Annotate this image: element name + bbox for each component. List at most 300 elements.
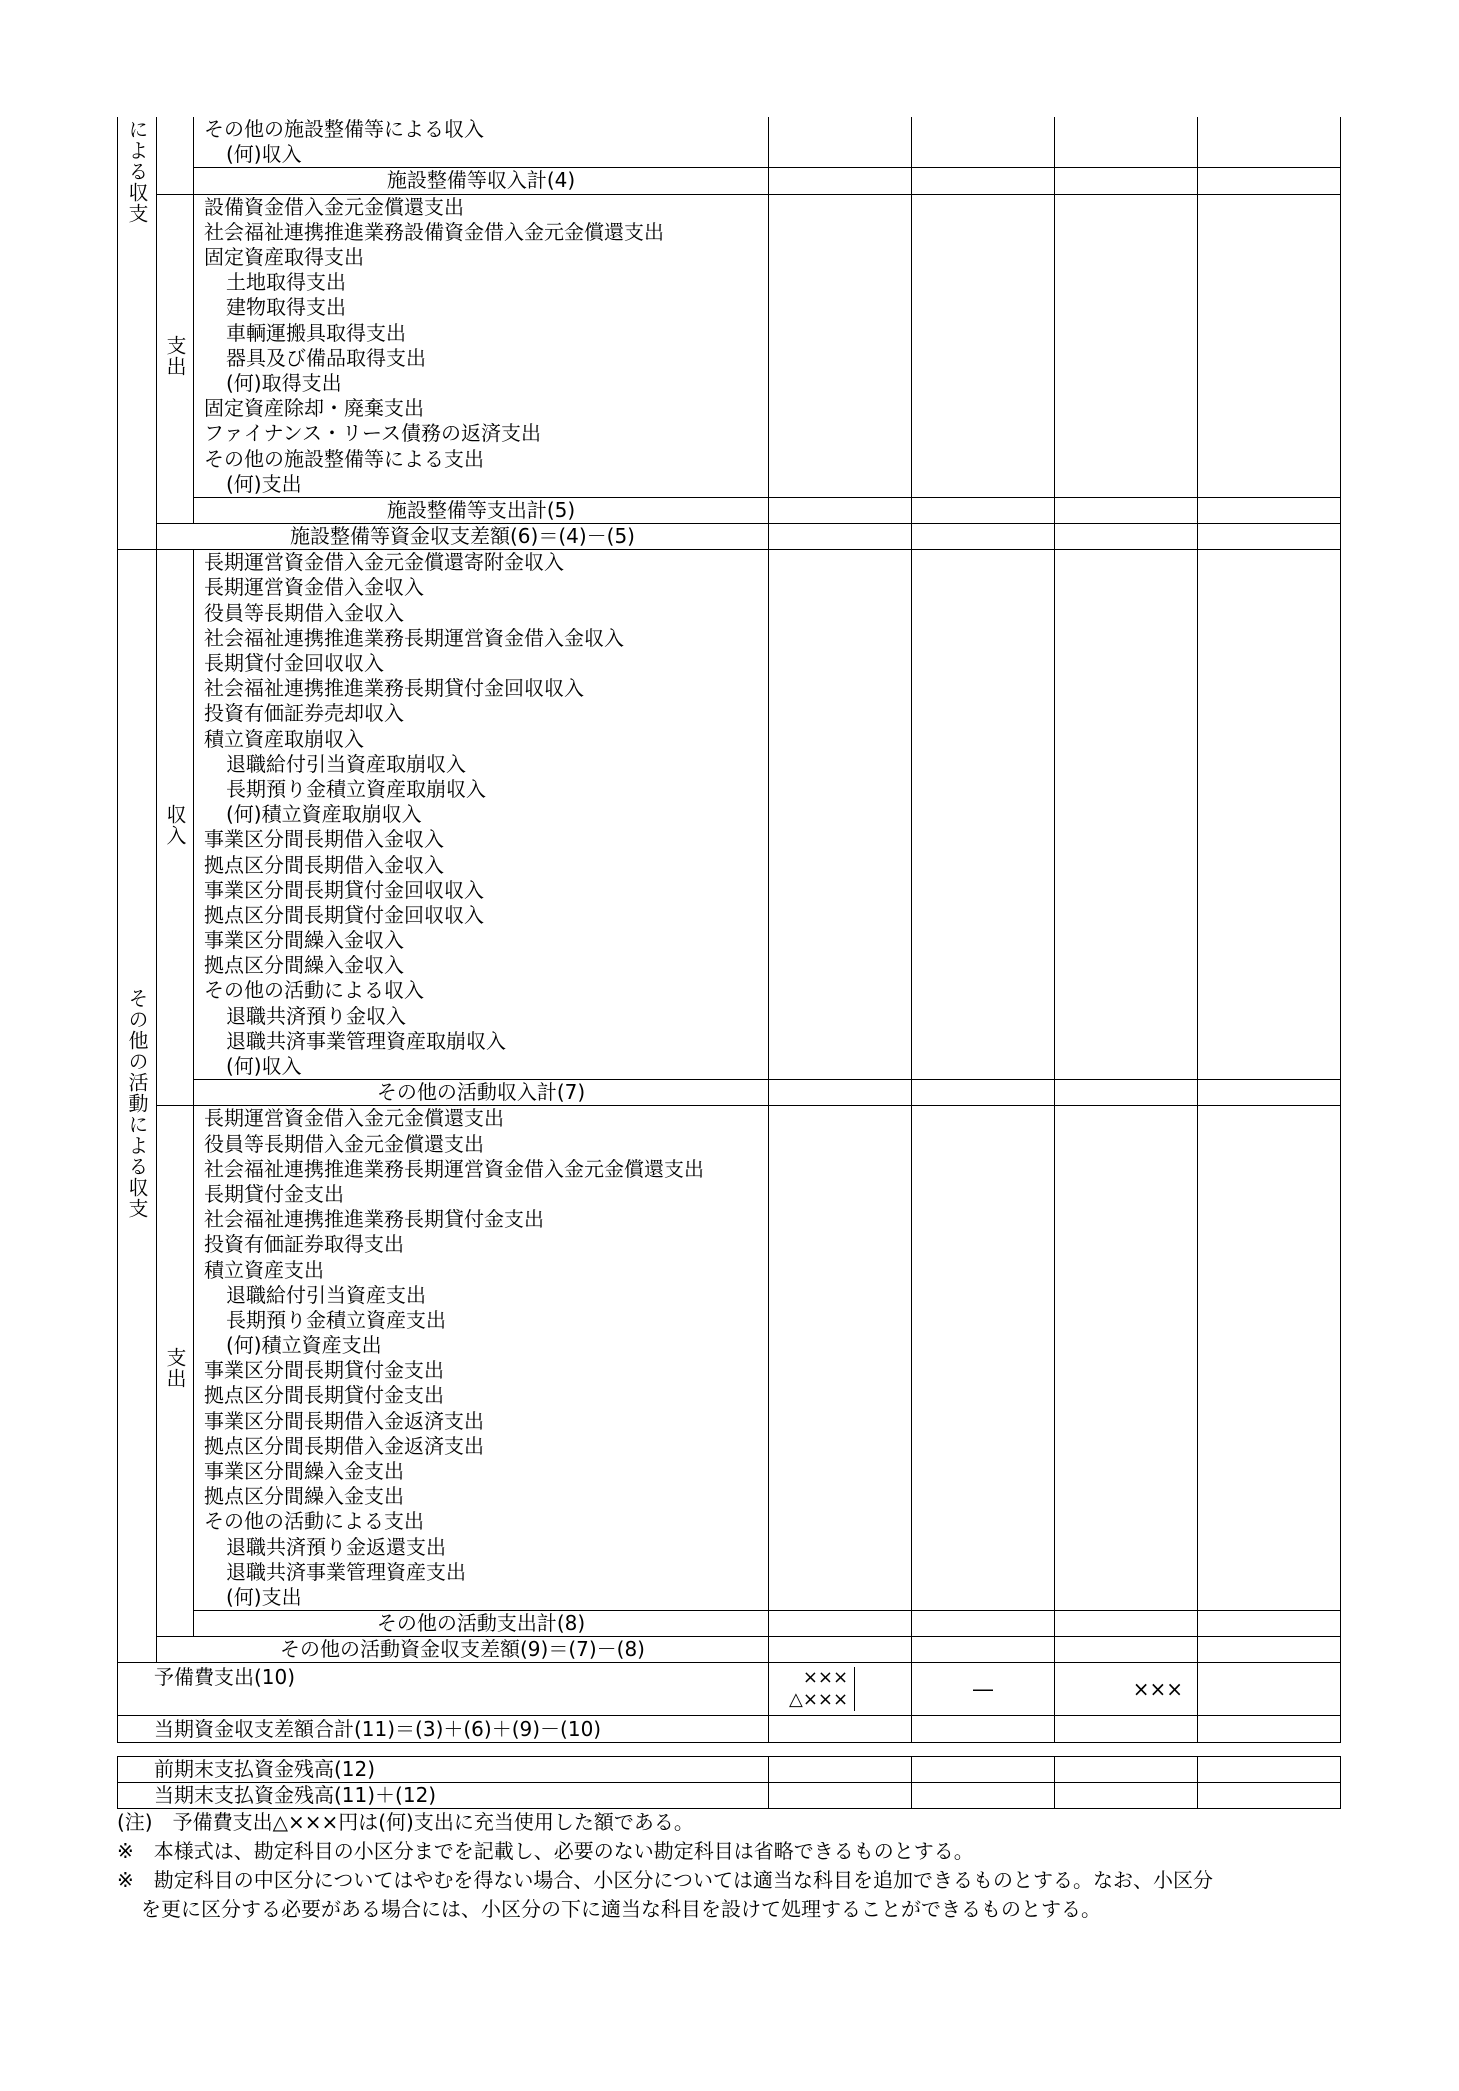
value-cell [1055, 1308, 1198, 1333]
notes [117, 1808, 1357, 1924]
value-cell [1198, 1106, 1341, 1132]
table-row [118, 472, 1341, 498]
value-cell [912, 1716, 1055, 1742]
account-item: その他の施設整備等による支出 [194, 446, 769, 471]
cash-flow-statement-table [117, 117, 1341, 1743]
value-cell [769, 727, 912, 752]
value-cell [1198, 472, 1341, 498]
account-item: 退職共済預り金返還支出 [194, 1535, 769, 1560]
value-cell [1055, 396, 1198, 421]
table-row [118, 777, 1341, 802]
value-cell [1198, 1560, 1341, 1585]
value-cell [1055, 168, 1198, 194]
value-cell [769, 777, 912, 802]
value-cell [912, 1757, 1055, 1783]
value-cell [769, 1308, 912, 1333]
value-cell [912, 1434, 1055, 1459]
account-item: 退職共済事業管理資産支出 [194, 1560, 769, 1585]
account-item: 退職共済事業管理資産取崩収入 [194, 1029, 769, 1054]
account-item: ファイナンス・リース債務の返済支出 [194, 421, 769, 446]
value-cell [1198, 1257, 1341, 1282]
value-cell [769, 472, 912, 498]
account-item: 事業区分間繰入金収入 [194, 928, 769, 953]
value-cell [912, 220, 1055, 245]
value-cell [1198, 903, 1341, 928]
value-cell [1198, 346, 1341, 371]
value-cell [912, 1383, 1055, 1408]
reserve-budget: ××× [802, 1667, 849, 1689]
account-item: 事業区分間長期借入金返済支出 [194, 1409, 769, 1434]
value-cell [1198, 220, 1341, 245]
value-cell [912, 524, 1055, 550]
value-cell [912, 903, 1055, 928]
value-cell [769, 1080, 912, 1106]
value-cell [769, 1029, 912, 1054]
table-row [118, 321, 1341, 346]
income-total-label: その他の活動収入計(7) [194, 1080, 769, 1106]
current-total-label: 当期資金収支差額合計(11)＝(3)＋(6)＋(9)－(10) [118, 1716, 769, 1742]
value-cell [912, 168, 1055, 194]
value-cell [912, 396, 1055, 421]
account-item: 退職共済預り金収入 [194, 1004, 769, 1029]
value-cell [1198, 928, 1341, 953]
value-cell [1198, 1611, 1341, 1637]
table-row [118, 903, 1341, 928]
value-cell [912, 421, 1055, 446]
table-row [118, 1484, 1341, 1509]
value-cell [1198, 1484, 1341, 1509]
value-cell [1055, 928, 1198, 953]
value-cell [1055, 142, 1198, 168]
value-cell [1055, 346, 1198, 371]
value-cell [1055, 827, 1198, 852]
account-item: 拠点区分間長期借入金収入 [194, 852, 769, 877]
value-cell [912, 752, 1055, 777]
value-cell [912, 1004, 1055, 1029]
value-cell [1198, 827, 1341, 852]
value-cell [769, 701, 912, 726]
value-cell [912, 1535, 1055, 1560]
difference-label: 施設整備等資金収支差額(6)＝(4)－(5) [157, 524, 769, 550]
value-cell [1198, 1232, 1341, 1257]
value-cell [1055, 752, 1198, 777]
table-row [118, 446, 1341, 471]
value-cell [769, 827, 912, 852]
table-row [118, 978, 1341, 1003]
value-cell [769, 575, 912, 600]
account-item: 事業区分間繰入金支出 [194, 1459, 769, 1484]
value-cell [912, 601, 1055, 626]
account-item: 長期預り金積立資産支出 [194, 1308, 769, 1333]
value-cell [912, 1459, 1055, 1484]
account-item: 固定資産除却・廃棄支出 [194, 396, 769, 421]
value-cell [1055, 1257, 1198, 1282]
table-row [118, 651, 1341, 676]
value-cell [1055, 1560, 1198, 1585]
value-cell [912, 1157, 1055, 1182]
value-cell [1198, 295, 1341, 320]
value-cell [912, 1054, 1055, 1080]
value-cell [1198, 601, 1341, 626]
value-cell [1055, 1585, 1198, 1611]
value-cell [769, 1132, 912, 1157]
value-cell [912, 1257, 1055, 1282]
value-cell [1198, 321, 1341, 346]
value-cell [1198, 1663, 1341, 1716]
income-label: 収入 [163, 803, 187, 846]
account-item: (何)支出 [194, 472, 769, 498]
account-item: 長期運営資金借入金収入 [194, 575, 769, 600]
value-cell [912, 1783, 1055, 1809]
current-total-row [118, 1716, 1341, 1742]
table-row [118, 1283, 1341, 1308]
value-cell [1055, 117, 1198, 142]
value-cell [769, 371, 912, 396]
value-cell [769, 878, 912, 903]
table-row [118, 802, 1341, 827]
value-cell [1198, 142, 1341, 168]
value-cell [1055, 295, 1198, 320]
value-cell [1055, 220, 1198, 245]
value-cell [1198, 1716, 1341, 1742]
value-cell [1198, 575, 1341, 600]
table-row [118, 953, 1341, 978]
value-cell [1055, 651, 1198, 676]
balance-label: 当期末支払資金残高(11)＋(12) [118, 1783, 769, 1809]
account-item: 拠点区分間長期借入金返済支出 [194, 1434, 769, 1459]
value-cell [1198, 194, 1341, 220]
table-row [118, 220, 1341, 245]
value-cell [912, 626, 1055, 651]
section-label-cell [118, 550, 157, 1663]
note-reserve: (注) 予備費支出△×××円は(何)支出に充当使用した額である。 [117, 1810, 694, 1834]
table-row [118, 1535, 1341, 1560]
value-cell [912, 928, 1055, 953]
value-cell [1055, 1358, 1198, 1383]
value-cell [769, 295, 912, 320]
value-cell [912, 1182, 1055, 1207]
table-row [118, 1054, 1341, 1080]
value-cell [912, 1207, 1055, 1232]
value-cell [1055, 1157, 1198, 1182]
value-cell [769, 651, 912, 676]
value-cell [769, 245, 912, 270]
value-cell [1055, 270, 1198, 295]
table-row [118, 727, 1341, 752]
value-cell [1198, 676, 1341, 701]
account-item: 役員等長期借入金元金償還支出 [194, 1132, 769, 1157]
reserve-budget-bracket [789, 1667, 855, 1711]
value-cell [769, 1333, 912, 1358]
value-cell [769, 524, 912, 550]
note-format: ※ 本様式は、勘定科目の小区分までを記載し、必要のない勘定科目は省略できるものとする。 [117, 1839, 974, 1863]
value-cell [769, 1637, 912, 1663]
table-row [118, 117, 1341, 142]
value-cell [769, 1157, 912, 1182]
table-row [118, 878, 1341, 903]
value-cell [912, 295, 1055, 320]
account-item: 長期貸付金支出 [194, 1182, 769, 1207]
account-item: 拠点区分間繰入金収入 [194, 953, 769, 978]
table-row [118, 142, 1341, 168]
value-cell [1055, 777, 1198, 802]
value-cell [769, 1509, 912, 1534]
reserve-budget-cell [769, 1663, 912, 1716]
value-cell [1055, 626, 1198, 651]
value-cell [912, 472, 1055, 498]
value-cell [769, 676, 912, 701]
value-cell [1198, 1207, 1341, 1232]
value-cell [912, 117, 1055, 142]
account-item: 長期貸付金回収収入 [194, 651, 769, 676]
value-cell [1055, 421, 1198, 446]
value-cell [912, 1308, 1055, 1333]
value-cell [912, 1409, 1055, 1434]
expense-label-cell [157, 194, 194, 523]
account-item: 固定資産取得支出 [194, 245, 769, 270]
value-cell [1055, 371, 1198, 396]
value-cell [912, 878, 1055, 903]
value-cell [1198, 117, 1341, 142]
value-cell [1055, 1029, 1198, 1054]
value-cell [1055, 1080, 1198, 1106]
value-cell [1055, 978, 1198, 1003]
table-row [118, 371, 1341, 396]
note-accounts-cont: を更に区分する必要がある場合には、小区分の下に適当な科目を設けて処理することができるものとする。 [141, 1897, 1101, 1921]
value-cell [1198, 1358, 1341, 1383]
value-cell [1055, 1716, 1198, 1742]
value-cell [912, 497, 1055, 523]
table-row [118, 701, 1341, 726]
difference-row [118, 1637, 1341, 1663]
value-cell [912, 1283, 1055, 1308]
table-row [118, 346, 1341, 371]
value-cell [1055, 194, 1198, 220]
value-cell [769, 446, 912, 471]
difference-label: その他の活動資金収支差額(9)＝(7)－(8) [157, 1637, 769, 1663]
value-cell [1198, 701, 1341, 726]
value-cell [1198, 1157, 1341, 1182]
table-row [118, 1132, 1341, 1157]
table-row [118, 575, 1341, 600]
value-cell [1198, 852, 1341, 877]
table-row [118, 601, 1341, 626]
value-cell [1055, 953, 1198, 978]
table-row [118, 1409, 1341, 1434]
value-cell [1198, 245, 1341, 270]
account-item: その他の活動による支出 [194, 1509, 769, 1534]
difference-row [118, 524, 1341, 550]
value-cell [769, 550, 912, 576]
account-item: 積立資産取崩収入 [194, 727, 769, 752]
value-cell [1055, 878, 1198, 903]
table-row [118, 396, 1341, 421]
value-cell [1055, 321, 1198, 346]
account-item: 設備資金借入金元金償還支出 [194, 194, 769, 220]
value-cell [769, 117, 912, 142]
expense-label: 支出 [163, 1347, 187, 1390]
value-cell [769, 1283, 912, 1308]
value-cell [1198, 777, 1341, 802]
value-cell [1055, 550, 1198, 576]
table-row [118, 1257, 1341, 1282]
reserve-label: 予備費支出(10) [118, 1663, 769, 1716]
value-cell [1055, 1004, 1198, 1029]
value-cell [912, 1132, 1055, 1157]
value-cell [1198, 1509, 1341, 1534]
account-item: 社会福祉連携推進業務長期運営資金借入金収入 [194, 626, 769, 651]
expense-label-cell [157, 1106, 194, 1637]
value-cell [1198, 626, 1341, 651]
value-cell [1198, 1004, 1341, 1029]
value-cell [1198, 168, 1341, 194]
value-cell [769, 953, 912, 978]
account-item: (何)収入 [194, 142, 769, 168]
value-cell [1055, 575, 1198, 600]
value-cell [769, 1054, 912, 1080]
table-row [118, 852, 1341, 877]
account-item: 建物取得支出 [194, 295, 769, 320]
account-item: 長期運営資金借入金元金償還寄附金収入 [194, 550, 769, 576]
value-cell [1055, 1409, 1198, 1434]
table-row [118, 1106, 1341, 1132]
section-label: による収支 [125, 119, 149, 224]
value-cell [1198, 1585, 1341, 1611]
value-cell [1198, 1637, 1341, 1663]
value-cell [912, 371, 1055, 396]
value-cell [1055, 446, 1198, 471]
table-row [118, 626, 1341, 651]
value-cell [912, 1585, 1055, 1611]
section-label-cell [118, 117, 157, 550]
expense-total-label: その他の活動支出計(8) [194, 1611, 769, 1637]
value-cell [912, 802, 1055, 827]
value-cell [912, 953, 1055, 978]
account-item: 社会福祉連携推進業務長期貸付金支出 [194, 1207, 769, 1232]
reserve-diff-cell: ××× [1055, 1663, 1198, 1716]
value-cell [769, 321, 912, 346]
value-cell [1198, 978, 1341, 1003]
account-item: 事業区分間長期借入金収入 [194, 827, 769, 852]
value-cell [769, 1409, 912, 1434]
value-cell [1055, 903, 1198, 928]
value-cell [769, 1232, 912, 1257]
value-cell [769, 270, 912, 295]
account-item: 退職給付引当資産取崩収入 [194, 752, 769, 777]
balance-label: 前期末支払資金残高(12) [118, 1757, 769, 1783]
value-cell [912, 575, 1055, 600]
fund-balance-table [117, 1756, 1341, 1809]
value-cell [769, 802, 912, 827]
value-cell [769, 346, 912, 371]
value-cell [1055, 802, 1198, 827]
table-row [118, 270, 1341, 295]
account-item: 社会福祉連携推進業務設備資金借入金元金償還支出 [194, 220, 769, 245]
table-row [118, 1308, 1341, 1333]
value-cell [769, 1585, 912, 1611]
value-cell [912, 142, 1055, 168]
table-row [118, 1182, 1341, 1207]
value-cell [1055, 245, 1198, 270]
table-row [118, 1434, 1341, 1459]
table-row [118, 1333, 1341, 1358]
value-cell [769, 421, 912, 446]
value-cell [912, 1232, 1055, 1257]
value-cell [912, 852, 1055, 877]
value-cell [912, 1358, 1055, 1383]
value-cell [1198, 802, 1341, 827]
subtotal-row [118, 497, 1341, 523]
value-cell [1198, 878, 1341, 903]
value-cell [769, 1783, 912, 1809]
table-row [118, 676, 1341, 701]
account-item: 拠点区分間長期貸付金支出 [194, 1383, 769, 1408]
value-cell [769, 1459, 912, 1484]
table-row [118, 1232, 1341, 1257]
subtotal-row [118, 1611, 1341, 1637]
value-cell [912, 651, 1055, 676]
value-cell [769, 1358, 912, 1383]
account-item: 長期運営資金借入金元金償還支出 [194, 1106, 769, 1132]
account-item: 長期預り金積立資産取崩収入 [194, 777, 769, 802]
value-cell [769, 1257, 912, 1282]
table-row [118, 1585, 1341, 1611]
value-cell [1055, 1383, 1198, 1408]
value-cell [912, 1080, 1055, 1106]
value-cell [1055, 1182, 1198, 1207]
account-item: 社会福祉連携推進業務長期貸付金回収収入 [194, 676, 769, 701]
value-cell [912, 1106, 1055, 1132]
section-label: その他の活動による収支 [125, 987, 149, 1219]
table-row [118, 1004, 1341, 1029]
value-cell [1198, 1333, 1341, 1358]
value-cell [1198, 1080, 1341, 1106]
value-cell [1198, 550, 1341, 576]
expense-label: 支出 [163, 334, 187, 377]
table-row [118, 928, 1341, 953]
account-item: 土地取得支出 [194, 270, 769, 295]
value-cell [769, 168, 912, 194]
account-item: 拠点区分間繰入金支出 [194, 1484, 769, 1509]
value-cell [1055, 1132, 1198, 1157]
value-cell [769, 601, 912, 626]
value-cell [1055, 1283, 1198, 1308]
account-item: (何)積立資産支出 [194, 1333, 769, 1358]
table-row [118, 1459, 1341, 1484]
value-cell [912, 1484, 1055, 1509]
income-label-cell [157, 117, 194, 194]
value-cell [769, 1757, 912, 1783]
value-cell [1055, 1232, 1198, 1257]
value-cell [1198, 371, 1341, 396]
account-item: (何)取得支出 [194, 371, 769, 396]
value-cell [1055, 497, 1198, 523]
value-cell [1198, 421, 1341, 446]
value-cell [1055, 1207, 1198, 1232]
value-cell [769, 396, 912, 421]
value-cell [912, 446, 1055, 471]
value-cell [912, 701, 1055, 726]
value-cell [912, 727, 1055, 752]
expense-total-label: 施設整備等支出計(5) [194, 497, 769, 523]
table-row [118, 1383, 1341, 1408]
value-cell [769, 1611, 912, 1637]
value-cell [1055, 1434, 1198, 1459]
table-row [118, 1157, 1341, 1182]
value-cell [1055, 524, 1198, 550]
value-cell [1055, 1783, 1198, 1809]
value-cell [1198, 1783, 1341, 1809]
